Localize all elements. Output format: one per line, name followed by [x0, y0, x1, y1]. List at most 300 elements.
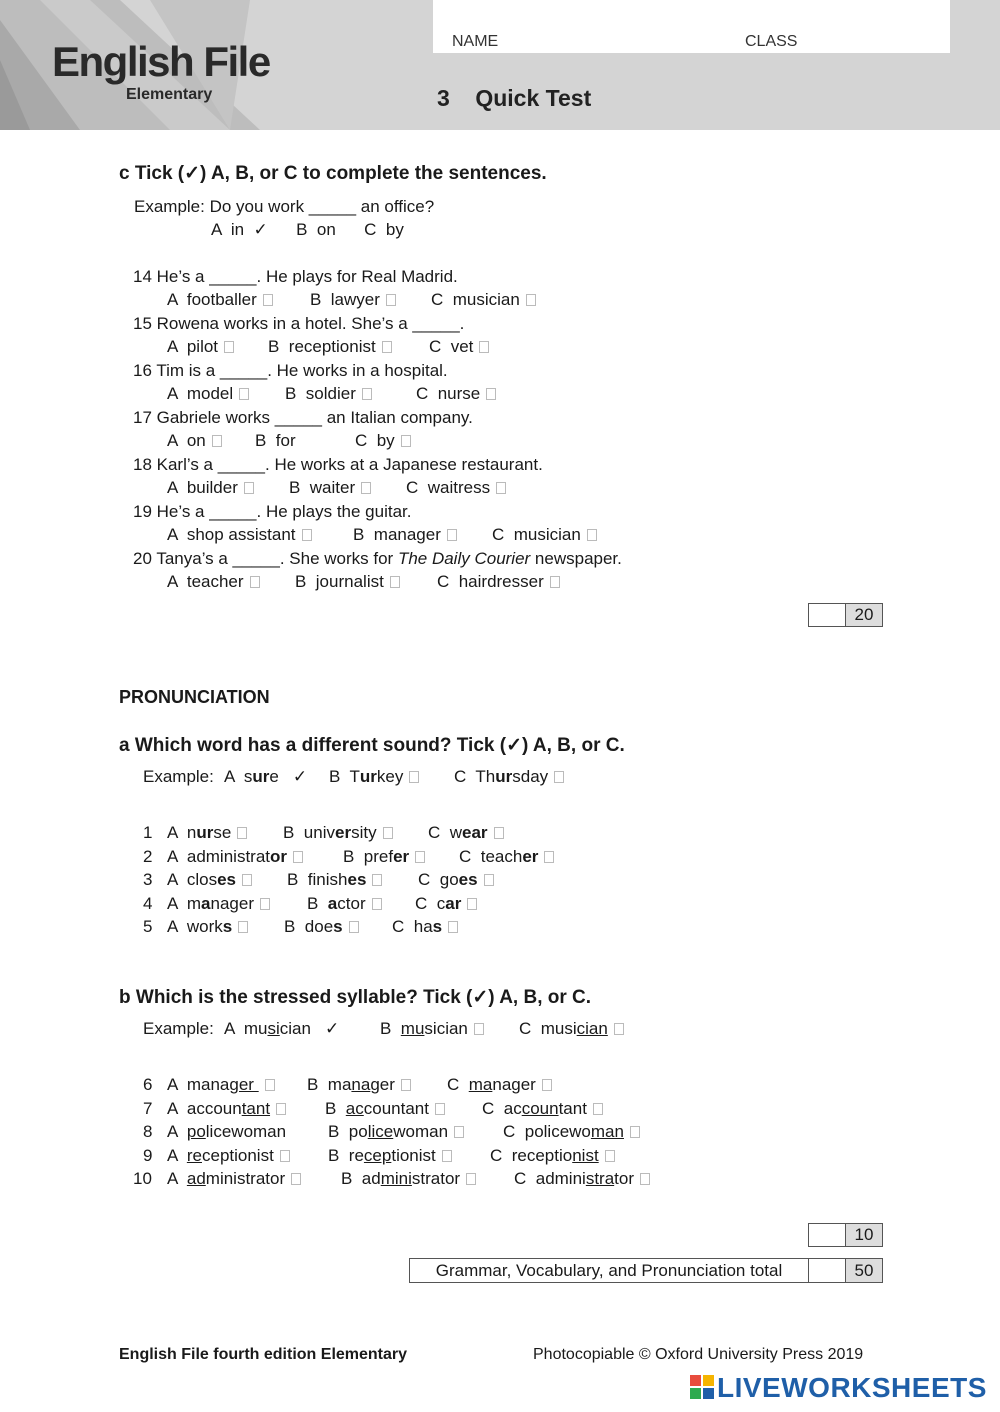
highlighted-part: s [432, 917, 443, 936]
tick-box[interactable] [448, 921, 458, 933]
example-options: A in ✓ B on C by [211, 220, 404, 239]
tick-box[interactable] [544, 851, 554, 863]
tick-box[interactable] [630, 1126, 640, 1138]
highlighted-part: nist [572, 1145, 599, 1165]
example-option [519, 1019, 624, 1039]
tick-box[interactable] [605, 1150, 615, 1162]
tick-box[interactable] [640, 1173, 650, 1185]
tick-box[interactable] [614, 1023, 624, 1035]
option-letter: C [418, 870, 431, 889]
question-text: 14 He’s a _____. He plays for Real Madrid. [133, 267, 458, 286]
option-letter: A [224, 767, 235, 786]
option-letter: A [167, 917, 178, 936]
tick-box[interactable] [409, 771, 419, 783]
answer-option[interactable] [343, 847, 425, 866]
word-part: ministrator [205, 1169, 286, 1188]
highlighted-part: ar [445, 893, 462, 913]
answer-option[interactable] [283, 823, 393, 842]
answer-option[interactable] [268, 337, 392, 357]
tick-box[interactable] [362, 388, 372, 400]
option-cell [490, 1146, 615, 1166]
option-cell [341, 1169, 476, 1189]
tick-box[interactable] [280, 1150, 290, 1162]
item-number: 2 [143, 846, 153, 866]
footer-right: Photocopiable © Oxford University Press 2019 [533, 1346, 864, 1363]
option-letter: A [167, 870, 178, 889]
tick-box[interactable] [293, 851, 303, 863]
option-letter: C [514, 1169, 527, 1188]
highlighted-part: or [270, 846, 287, 866]
answer-option[interactable] [392, 917, 458, 936]
option-cell [514, 1169, 650, 1189]
word-part: re [348, 1145, 364, 1165]
option-label: C waitress [406, 478, 491, 497]
word-part: s [243, 767, 253, 786]
highlighted-part: po [186, 1122, 206, 1141]
tick-box[interactable] [224, 341, 234, 353]
tick-box[interactable] [442, 1150, 452, 1162]
highlighted-part: ma [468, 1075, 493, 1094]
option-letter: B [341, 1169, 353, 1188]
word-part: univ [303, 823, 335, 842]
tick-box[interactable] [361, 482, 371, 494]
highlighted-part: ger [229, 1075, 259, 1094]
option-label: A builder [167, 478, 238, 497]
option-label: A teacher [167, 572, 244, 591]
word-part: go [439, 870, 459, 889]
answer-option[interactable] [167, 1122, 286, 1141]
option-cell [343, 847, 425, 867]
answer-option[interactable] [167, 384, 249, 404]
option-letter: B [307, 1075, 319, 1094]
word-part: admini [535, 1169, 586, 1188]
answer-option[interactable] [284, 917, 359, 936]
answer-option[interactable] [329, 767, 419, 786]
answer-option[interactable] [353, 525, 457, 545]
option-cell [167, 847, 303, 867]
answer-option[interactable] [167, 1169, 301, 1188]
word-part: strator [411, 1169, 461, 1188]
option-cell [287, 870, 382, 890]
option-letter: C [490, 1145, 503, 1165]
tick-box[interactable] [484, 874, 494, 886]
tick-box[interactable] [372, 898, 382, 910]
word-part: tor [614, 1169, 635, 1188]
option-cell [167, 1169, 301, 1189]
answer-option[interactable] [380, 1019, 484, 1038]
option-letter: C [428, 823, 441, 842]
tick-box[interactable] [593, 1103, 603, 1115]
highlighted-part: ad [186, 1169, 206, 1188]
item-number: 10 [133, 1169, 152, 1188]
tick-box[interactable] [479, 341, 489, 353]
answer-option[interactable] [406, 478, 506, 498]
option-cell [167, 1075, 275, 1095]
answer-option[interactable] [167, 572, 260, 592]
word-part: po [348, 1122, 368, 1141]
tick-box[interactable] [454, 1126, 464, 1138]
item-number: 8 [143, 1122, 153, 1141]
example-option [224, 767, 307, 787]
check-mark: ✓ [292, 767, 308, 786]
option-cell [167, 1122, 286, 1142]
option-cell [392, 917, 458, 937]
highlighted-part: a [327, 893, 338, 913]
word-part: clos [186, 870, 218, 889]
item-number: 4 [143, 893, 153, 913]
word-part: w [449, 823, 463, 842]
tick-box[interactable] [550, 576, 560, 588]
option-label: B manager [353, 525, 441, 544]
answer-option[interactable] [167, 478, 254, 498]
word-part: e [269, 767, 279, 786]
question-text [133, 549, 622, 569]
word-part: ctor [337, 893, 366, 913]
logo-subtitle: Elementary [126, 86, 213, 103]
word-part: cian [279, 1019, 311, 1038]
word-part: ceptionist [201, 1145, 274, 1165]
answer-option[interactable] [341, 1169, 476, 1188]
option-cell [415, 894, 477, 914]
tick-box[interactable] [239, 388, 249, 400]
word-part: countant [363, 1098, 429, 1118]
example-sentence: Example: Do you work _____ an office? [134, 197, 435, 216]
option-letter: C [392, 917, 405, 936]
answer-option[interactable] [289, 478, 371, 498]
highlighted-part: cep [363, 1145, 392, 1165]
word-part: T [349, 767, 360, 786]
option-label: B receptionist [268, 337, 376, 356]
answer-option[interactable] [454, 767, 564, 786]
score-max: 10 [846, 1224, 882, 1246]
highlighted-part: man [590, 1122, 624, 1141]
example-label: Example: [143, 1019, 214, 1038]
class-label: CLASS [745, 33, 798, 50]
example-row [143, 767, 214, 787]
word-part: m [186, 893, 202, 913]
option-cell [428, 823, 504, 843]
answer-option[interactable] [519, 1019, 624, 1038]
tick-box[interactable] [372, 874, 382, 886]
word-part: pref [363, 846, 394, 866]
option-letter: B [329, 767, 341, 786]
answer-option[interactable] [224, 767, 307, 786]
answer-option[interactable] [310, 290, 396, 310]
highlighted-part: s [333, 917, 343, 936]
option-letter: B [307, 893, 319, 913]
answer-option[interactable] [447, 1075, 552, 1094]
tick-box[interactable] [382, 341, 392, 353]
tick-box[interactable] [250, 576, 260, 588]
answer-option[interactable] [255, 431, 296, 451]
option-cell [167, 894, 270, 914]
answer-option[interactable] [416, 384, 496, 404]
example-option [224, 1019, 339, 1039]
option-letter: A [167, 893, 178, 913]
tick-box[interactable] [486, 388, 496, 400]
option-letter: A [167, 823, 178, 842]
tick-box[interactable] [237, 827, 247, 839]
option-letter: B [283, 823, 295, 842]
tick-box[interactable] [244, 482, 254, 494]
tick-box[interactable] [260, 898, 270, 910]
tick-box[interactable] [587, 529, 597, 541]
highlighted-part: ur [252, 767, 270, 786]
word-part: ha [413, 917, 433, 936]
answer-option[interactable] [482, 1099, 603, 1118]
quick-test-title: 3 Quick Test [437, 85, 592, 111]
tick-box[interactable] [263, 294, 273, 306]
tick-box[interactable] [474, 1023, 484, 1035]
tick-box[interactable] [526, 294, 536, 306]
option-letter: A [167, 1169, 178, 1188]
word-part: ger [370, 1075, 395, 1094]
pron-b-heading: b Which is the stressed syllable? Tick (✓) A, B, or C. [119, 987, 592, 1008]
tick-box[interactable] [383, 827, 393, 839]
pronunciation-title: PRONUNCIATION [119, 687, 270, 707]
answer-option[interactable] [307, 1075, 411, 1094]
word-part: nager [210, 893, 254, 913]
answer-option[interactable] [355, 431, 411, 451]
answer-option[interactable] [437, 572, 560, 592]
tick-box[interactable] [401, 435, 411, 447]
tick-box[interactable] [447, 529, 457, 541]
option-letter: C [454, 767, 467, 786]
item-number: 9 [143, 1145, 153, 1165]
word-part: accoun [186, 1098, 242, 1118]
tick-box[interactable] [496, 482, 506, 494]
question-italic: The Daily Courier [397, 549, 531, 568]
option-label: C musician [492, 525, 581, 544]
highlighted-part: ear [462, 823, 488, 842]
tick-box[interactable] [401, 1079, 411, 1091]
highlighted-part: es [347, 870, 367, 889]
option-letter: B [284, 917, 296, 936]
word-part: ad [361, 1169, 381, 1188]
answer-option[interactable] [328, 1146, 452, 1165]
option-letter: B [380, 1019, 392, 1038]
tick-box[interactable] [349, 921, 359, 933]
option-cell [167, 1146, 290, 1166]
word-part: nager [492, 1075, 536, 1094]
answer-option[interactable] [167, 917, 248, 936]
option-cell [283, 823, 393, 843]
question-text: 17 Gabriele works _____ an Italian company. [133, 408, 473, 427]
tick-box[interactable] [276, 1103, 286, 1115]
tick-box[interactable] [467, 898, 477, 910]
word-part: tionist [391, 1145, 436, 1165]
footer-left: English File fourth edition Elementary [119, 1346, 408, 1363]
highlighted-part: stra [585, 1169, 615, 1188]
option-letter: C [519, 1019, 532, 1038]
logo-title: English File [52, 38, 270, 85]
answer-option[interactable] [418, 870, 494, 889]
highlighted-part: es [217, 870, 237, 889]
total-input-cell[interactable] [809, 1259, 846, 1282]
option-letter: C [503, 1122, 516, 1141]
question-part: newspaper. [530, 549, 622, 568]
answer-option[interactable] [167, 823, 247, 842]
option-label: B soldier [285, 384, 356, 403]
option-label: A pilot [167, 337, 219, 356]
highlighted-part: s [222, 917, 233, 936]
option-label: C nurse [416, 384, 481, 403]
answer-option[interactable] [431, 290, 536, 310]
word-part: mu [243, 1019, 268, 1038]
tick-box[interactable] [265, 1079, 275, 1091]
highlighted-part: ur [359, 767, 377, 786]
answer-option[interactable] [167, 290, 273, 310]
tick-box[interactable] [212, 435, 222, 447]
answer-option[interactable] [514, 1169, 650, 1188]
answer-option[interactable] [503, 1122, 640, 1141]
answer-option[interactable] [167, 1146, 290, 1165]
option-cell [418, 870, 494, 890]
answer-option[interactable] [490, 1146, 615, 1165]
example-row [143, 1019, 214, 1039]
option-letter: C [482, 1098, 495, 1118]
example-option [380, 1019, 484, 1039]
answer-option[interactable] [492, 525, 597, 545]
word-part: ac [503, 1098, 522, 1118]
option-label: C hairdresser [437, 572, 544, 591]
option-cell [167, 1099, 286, 1119]
answer-option[interactable] [287, 870, 382, 889]
highlighted-part: er [334, 823, 352, 842]
option-letter: B [328, 1145, 340, 1165]
total-label: Grammar, Vocabulary, and Pronunciation total [410, 1259, 809, 1282]
answer-option[interactable] [459, 847, 554, 866]
word-part: sday [512, 767, 549, 786]
item-number: 1 [143, 823, 153, 842]
option-cell [307, 1075, 411, 1095]
word-part: mana [186, 1075, 230, 1094]
name-class-box[interactable] [433, 0, 950, 53]
pron-a-heading: a Which word has a different sound? Tick (✓) A, B, or C. [119, 735, 625, 756]
option-cell [307, 894, 382, 914]
highlighted-part: mu [400, 1019, 425, 1038]
highlighted-part: ac [345, 1098, 364, 1118]
highlighted-part: ur [495, 767, 513, 786]
answer-option[interactable] [328, 1122, 464, 1141]
option-letter: C [459, 846, 472, 866]
answer-option[interactable] [429, 337, 489, 357]
option-cell [447, 1075, 552, 1095]
word-part: sity [351, 823, 377, 842]
option-label: B waiter [289, 478, 356, 497]
item-number: 6 [143, 1075, 153, 1094]
option-label: C musician [431, 290, 520, 309]
answer-option[interactable] [428, 823, 504, 842]
tick-box[interactable] [291, 1173, 301, 1185]
tick-box[interactable] [242, 874, 252, 886]
word-part: n [186, 823, 197, 842]
tick-box[interactable] [415, 851, 425, 863]
word-part: receptio [511, 1145, 573, 1165]
highlighted-part: es [458, 870, 478, 889]
total-score-box [409, 1258, 883, 1283]
score-max: 20 [846, 604, 882, 626]
option-cell [167, 823, 247, 843]
option-letter: A [167, 1145, 178, 1165]
answer-option[interactable] [167, 894, 270, 913]
tick-box[interactable] [386, 294, 396, 306]
highlighted-part: er [393, 846, 410, 866]
score-input-cell[interactable] [809, 604, 846, 626]
word-part: administrat [186, 846, 270, 866]
word-part: Th [475, 767, 496, 786]
highlighted-part: ur [196, 823, 214, 842]
word-part: licewoman [205, 1122, 287, 1141]
word-part: ma [327, 1075, 352, 1094]
answer-option[interactable] [167, 1075, 275, 1094]
option-letter: B [287, 870, 299, 889]
example-option [454, 767, 564, 787]
highlighted-part: mini [380, 1169, 412, 1188]
example-label: Example: [143, 767, 214, 786]
option-label: A on [167, 431, 206, 450]
tick-box[interactable] [390, 576, 400, 588]
section-c-heading: c Tick (✓) A, B, or C to complete the sentences. [119, 163, 547, 184]
answer-option[interactable] [167, 870, 252, 889]
answer-option[interactable] [167, 337, 234, 357]
word-part: work [186, 917, 223, 936]
answer-option[interactable] [167, 847, 303, 866]
option-cell [284, 917, 359, 937]
question-text: 18 Karl’s a _____. He works at a Japanese restaurant. [133, 455, 543, 474]
liveworksheets-brand [690, 1372, 987, 1404]
word-part: tant [558, 1098, 587, 1118]
answer-option[interactable] [167, 1099, 286, 1118]
option-letter: C [447, 1075, 460, 1094]
option-letter: C [415, 893, 428, 913]
option-label: A footballer [167, 290, 257, 309]
word-part: c [436, 893, 446, 913]
item-number: 7 [143, 1098, 153, 1118]
option-letter: B [325, 1098, 337, 1118]
question-text: 19 He’s a _____. He plays the guitar. [133, 502, 412, 521]
answer-option[interactable] [325, 1099, 445, 1118]
option-label: C by [355, 431, 395, 450]
tick-box[interactable] [466, 1173, 476, 1185]
tick-box[interactable] [238, 921, 248, 933]
option-letter: A [167, 1098, 178, 1118]
highlighted-part: cian [576, 1019, 608, 1038]
liveworksheets-text: LIVEWORKSHEETS [717, 1372, 987, 1403]
tick-box[interactable] [302, 529, 312, 541]
tick-box[interactable] [542, 1079, 552, 1091]
word-part: finish [307, 870, 348, 889]
option-label: A shop assistant [167, 525, 296, 544]
tick-box[interactable] [554, 771, 564, 783]
item-number: 5 [143, 917, 153, 936]
answer-option[interactable] [295, 572, 400, 592]
tick-box[interactable] [435, 1103, 445, 1115]
option-label: B for [255, 431, 296, 450]
answer-option[interactable] [285, 384, 372, 404]
answer-option[interactable] [415, 894, 477, 913]
score-input-cell[interactable] [809, 1224, 846, 1246]
answer-option[interactable] [167, 431, 222, 451]
word-part: se [213, 823, 232, 842]
option-label: A model [167, 384, 234, 403]
example-option [329, 767, 419, 787]
answer-option[interactable] [307, 894, 382, 913]
answer-option[interactable] [224, 1019, 339, 1038]
highlighted-part: lice [367, 1122, 394, 1141]
tick-box[interactable] [494, 827, 504, 839]
answer-option[interactable] [167, 525, 312, 545]
